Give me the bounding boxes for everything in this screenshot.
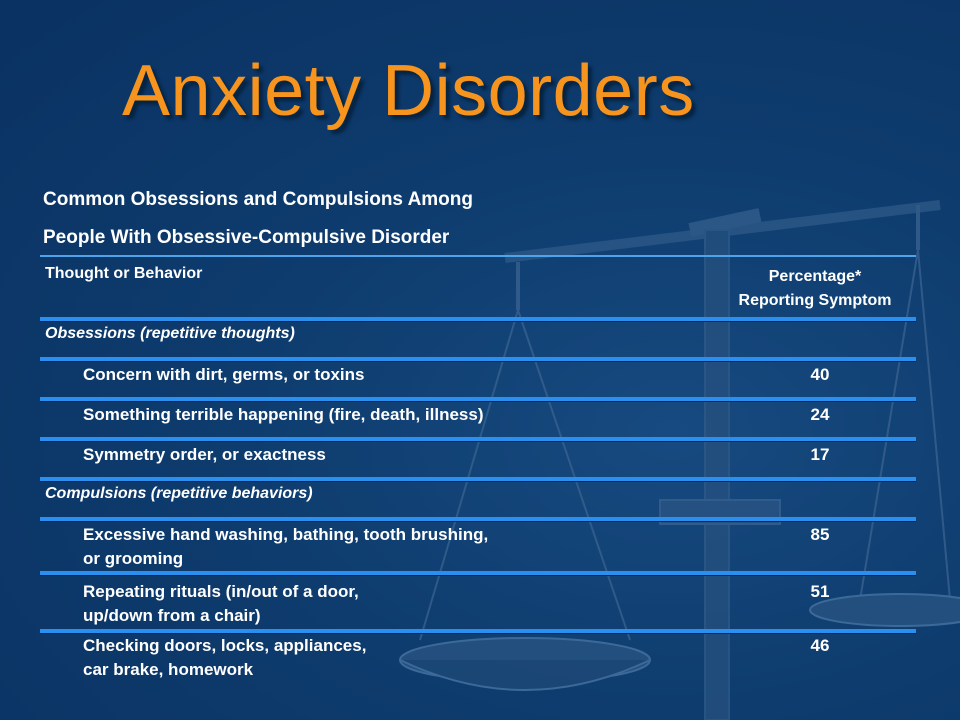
- row-divider: [40, 397, 916, 402]
- row-divider: [40, 357, 916, 362]
- row-divider: [40, 437, 916, 442]
- table-row-value: 85: [810, 525, 830, 544]
- row-divider: [40, 517, 916, 522]
- slide-title: Anxiety Disorders: [122, 51, 695, 131]
- table-caption-line-2: People With Obsessive-Compulsive Disorder: [43, 227, 450, 248]
- table-row-value: 17: [810, 445, 830, 464]
- table-row-label-line: or grooming: [83, 549, 184, 568]
- row-divider: [40, 317, 916, 322]
- caption-divider: [40, 255, 916, 257]
- table-caption-line-1: Common Obsessions and Compulsions Among: [43, 189, 473, 210]
- column-header-thought-or-behavior: Thought or Behavior: [45, 265, 203, 282]
- table-row-label: Something terrible happening (fire, death, illness): [83, 405, 484, 424]
- row-divider: [40, 571, 916, 576]
- table-row-label: Concern with dirt, germs, or toxins: [83, 365, 365, 384]
- column-header-percentage: [705, 265, 925, 313]
- table-row-value: 46: [810, 636, 830, 655]
- column-header-percentage-line-1: Percentage*: [768, 268, 862, 285]
- table-row-label-line: car brake, homework: [83, 660, 254, 679]
- table-row-label: [83, 634, 366, 682]
- table-row-label: Symmetry order, or exactness: [83, 445, 326, 464]
- section-label-compulsions: Compulsions (repetitive behaviors): [45, 485, 313, 502]
- table-row-label-line: Excessive hand washing, bathing, tooth brushing,: [83, 525, 489, 544]
- table-row-label-line: Repeating rituals (in/out of a door,: [83, 582, 359, 601]
- table-row-label-line: Checking doors, locks, appliances,: [83, 636, 367, 655]
- table-row-value: 51: [810, 582, 830, 601]
- table-row-label: [83, 523, 488, 571]
- table-row-label-line: up/down from a chair): [83, 606, 261, 625]
- table-row-label: [83, 580, 359, 628]
- table-row-value: 40: [810, 365, 830, 384]
- section-label-obsessions: Obsessions (repetitive thoughts): [45, 325, 295, 342]
- table-row-value: 24: [810, 405, 830, 424]
- row-divider: [40, 477, 916, 482]
- column-header-percentage-line-2: Reporting Symptom: [738, 292, 892, 309]
